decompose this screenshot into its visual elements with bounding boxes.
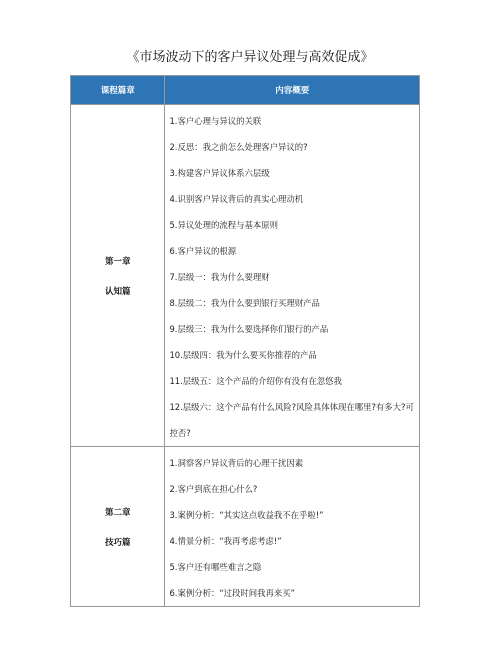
list-item: 1.客户心理与异议的关联 (169, 116, 262, 126)
list-item: 11.层级五：这个产品的介绍你有没有在忽悠我 (169, 376, 342, 386)
list-item: 8.层级二：我为什么要到银行买理财产品 (169, 298, 320, 308)
list-item: 6.客户异议的根源 (169, 246, 237, 256)
list-item: 3.案例分析：“其实这点收益我不在乎啦!” (169, 510, 324, 520)
list-item: 4.情景分析：“我再考虑考虑!” (169, 536, 282, 546)
chapter-number: 第二章 (104, 507, 131, 518)
list-item: 3.构建客户异议体系六层级 (169, 168, 270, 178)
table-row (71, 105, 420, 447)
list-item: 6.案例分析：“过段时间我再来买” (169, 588, 295, 598)
list-item: 12.层级六：这个产品有什么风险?风险具体体现在哪里?有多大?可控否? (169, 402, 414, 438)
chapter-cell (71, 447, 165, 607)
header-content: 内容概要 (165, 76, 420, 105)
chapter-section: 技巧篇 (104, 537, 131, 548)
header-chapter: 课程篇章 (71, 76, 165, 105)
chapter-section: 认知篇 (104, 286, 131, 297)
content-cell (165, 447, 420, 607)
list-item: 5.客户还有哪些难言之隐 (169, 562, 262, 572)
table-header-row (71, 76, 420, 105)
list-item: 2.客户到底在担心什么? (169, 484, 258, 494)
list-item: 7.层级一：我为什么要理财 (169, 272, 270, 282)
content-cell (165, 105, 420, 447)
course-outline-table (70, 75, 420, 607)
list-item: 5.异议处理的流程与基本原则 (169, 220, 278, 230)
table-row (71, 447, 420, 607)
list-item: 4.识别客户异议背后的真实心理动机 (169, 194, 304, 204)
chapter-number: 第一章 (104, 256, 131, 267)
list-item: 2.反思：我之前怎么处理客户异议的? (169, 142, 308, 152)
chapter-cell (71, 105, 165, 447)
document-title: 《市场波动下的客户异议处理与高效促成》 (126, 50, 374, 65)
list-item: 9.层级三：我为什么要选择你们银行的产品 (169, 324, 329, 334)
list-item: 1.洞察客户异议背后的心理干扰因素 (169, 458, 304, 468)
list-item: 10.层级四：我为什么要买你推荐的产品 (169, 350, 317, 360)
